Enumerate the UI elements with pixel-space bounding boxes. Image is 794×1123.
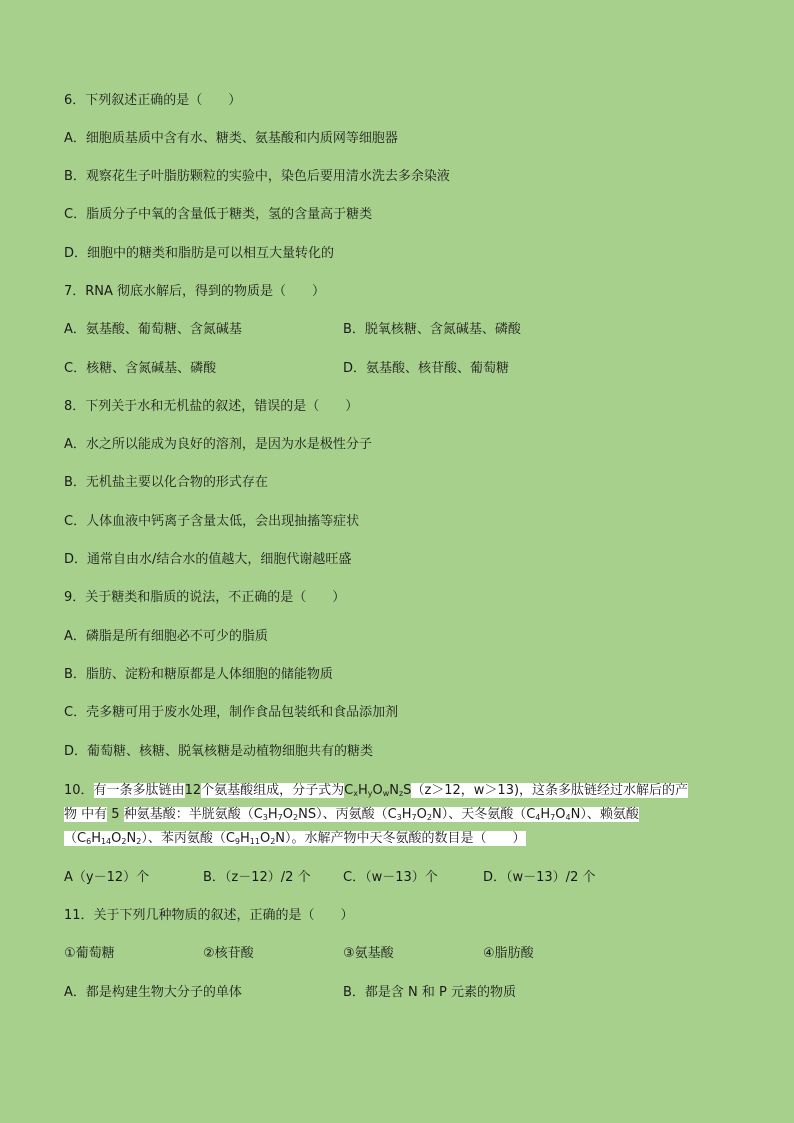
q8-option-d: D．通常自由水/结合水的值越大，细胞代谢越旺盛	[64, 552, 352, 567]
q10-number: 10．	[64, 783, 94, 798]
q10-option-a: A（y－12）个	[64, 870, 150, 885]
q9-stem: 9．关于糖类和脂质的说法，不正确的是（ ）	[64, 590, 346, 605]
q6-option-b: B．观察花生子叶脂肪颗粒的实验中，染色后要用清水洗去多余染液	[64, 169, 450, 184]
q10-text-6-group: $(C_6H_{14}O_2N_2)$、苯丙氨酸$(C_9H_{11}O_2N)$。水解产物中天冬氨酸的数目是（ ）	[64, 831, 526, 846]
q10-option-d: D．（w－13）/2 个	[483, 870, 596, 885]
q7-option-b: B．脱氧核糖、含氮碱基、磷酸	[343, 322, 521, 337]
q7-option-d: D．氨基酸、核苷酸、葡萄糖	[343, 361, 510, 376]
q10-line-3	[64, 830, 526, 848]
q10-option-c: C．（w－13）个	[343, 870, 438, 885]
formula-lys: $C_6H_{14}O_2N_2$	[77, 831, 142, 846]
q7-row-1	[64, 321, 744, 339]
q9-option-c: C．壳多糖可用于废水处理，制作食品包装纸和食品添加剂	[64, 705, 399, 720]
formula-phe: $C_9H_{11}O_2N$	[225, 831, 286, 846]
q9-option-b: B．脂肪、淀粉和糖原都是人体细胞的储能物质	[64, 667, 333, 682]
q10-line-1	[64, 782, 688, 800]
q7-row-2	[64, 360, 744, 378]
q9-option-d: D．葡萄糖、核糖、脱氧核糖是动植物细胞共有的糖类	[64, 744, 374, 759]
q6-option-d: D．细胞中的糖类和脂肪是可以相互大量转化的	[64, 246, 335, 261]
q8-option-c: C．人体血液中钙离子含量太低，会出现抽搐等症状	[64, 514, 360, 529]
q11-item-1: ①葡萄糖	[64, 946, 115, 961]
q11-item-4: ④脂肪酸	[483, 946, 534, 961]
q10-option-b: B．（z－12）/2 个	[203, 870, 311, 885]
q7-option-c: C．核糖、含氮碱基、磷酸	[64, 361, 217, 376]
q10-text-4: 物 中有	[64, 807, 108, 822]
q10-amino-count: 12	[184, 783, 202, 798]
q10-kind-count: 5	[111, 807, 120, 822]
q9-option-a: A．磷脂是所有细胞必不可少的脂质	[64, 629, 268, 644]
q10-formula: $C_xH_yO_wN_zS$	[344, 783, 412, 798]
q7-option-a: A．氨基酸、葡萄糖、含氮碱基	[64, 322, 242, 337]
q10-text-3: （z＞12，w＞13)，这条多肽链经过水解后的产	[411, 783, 689, 798]
q10-text-2: 个氨基酸组成，分子式为	[201, 783, 345, 798]
q11-option-a: A．都是构建生物大分子的单体	[64, 985, 242, 1000]
q7-stem: 7．RNA 彻底水解后，得到的物质是（ ）	[64, 284, 326, 299]
formula-ala: $C_3H_7O_2N$	[387, 807, 442, 822]
q8-option-b: B．无机盐主要以化合物的形式存在	[64, 475, 268, 490]
formula-asp: $C_4H_7O_4N$	[526, 807, 581, 822]
q10-line-2	[64, 806, 639, 824]
formula-cys: $C_3H_7O_2NS$	[253, 807, 317, 822]
q11-row-1	[64, 984, 744, 1002]
q11-item-2: ②核苷酸	[203, 946, 254, 961]
q6-option-a: A．细胞质基质中含有水、糖类、氨基酸和内质网等细胞器	[64, 131, 398, 146]
q11-stem: 11．关于下列几种物质的叙述，正确的是（ ）	[64, 908, 354, 923]
q6-stem: 6．下列叙述正确的是（ ）	[64, 93, 242, 108]
q8-stem: 8．下列关于水和无机盐的叙述，错误的是（ ）	[64, 399, 359, 414]
q8-option-a: A．水之所以能成为良好的溶剂，是因为水是极性分子	[64, 437, 372, 452]
q6-option-c: C．脂质分子中氧的含量低于糖类，氢的含量高于糖类	[64, 207, 373, 222]
q10-text-1: 有一条多肽链由	[93, 783, 185, 798]
q11-option-b: B．都是含 N 和 P 元素的物质	[343, 985, 517, 1000]
q10-text-5-group: 种氨基酸：半胱氨酸$(C_3H_7O_2NS)$、丙氨酸$(C_3H_7O_2N)$、天冬氨酸$(C_4H_7O_4N)$、赖氨酸	[123, 807, 639, 822]
q11-item-3: ③氨基酸	[343, 946, 394, 961]
